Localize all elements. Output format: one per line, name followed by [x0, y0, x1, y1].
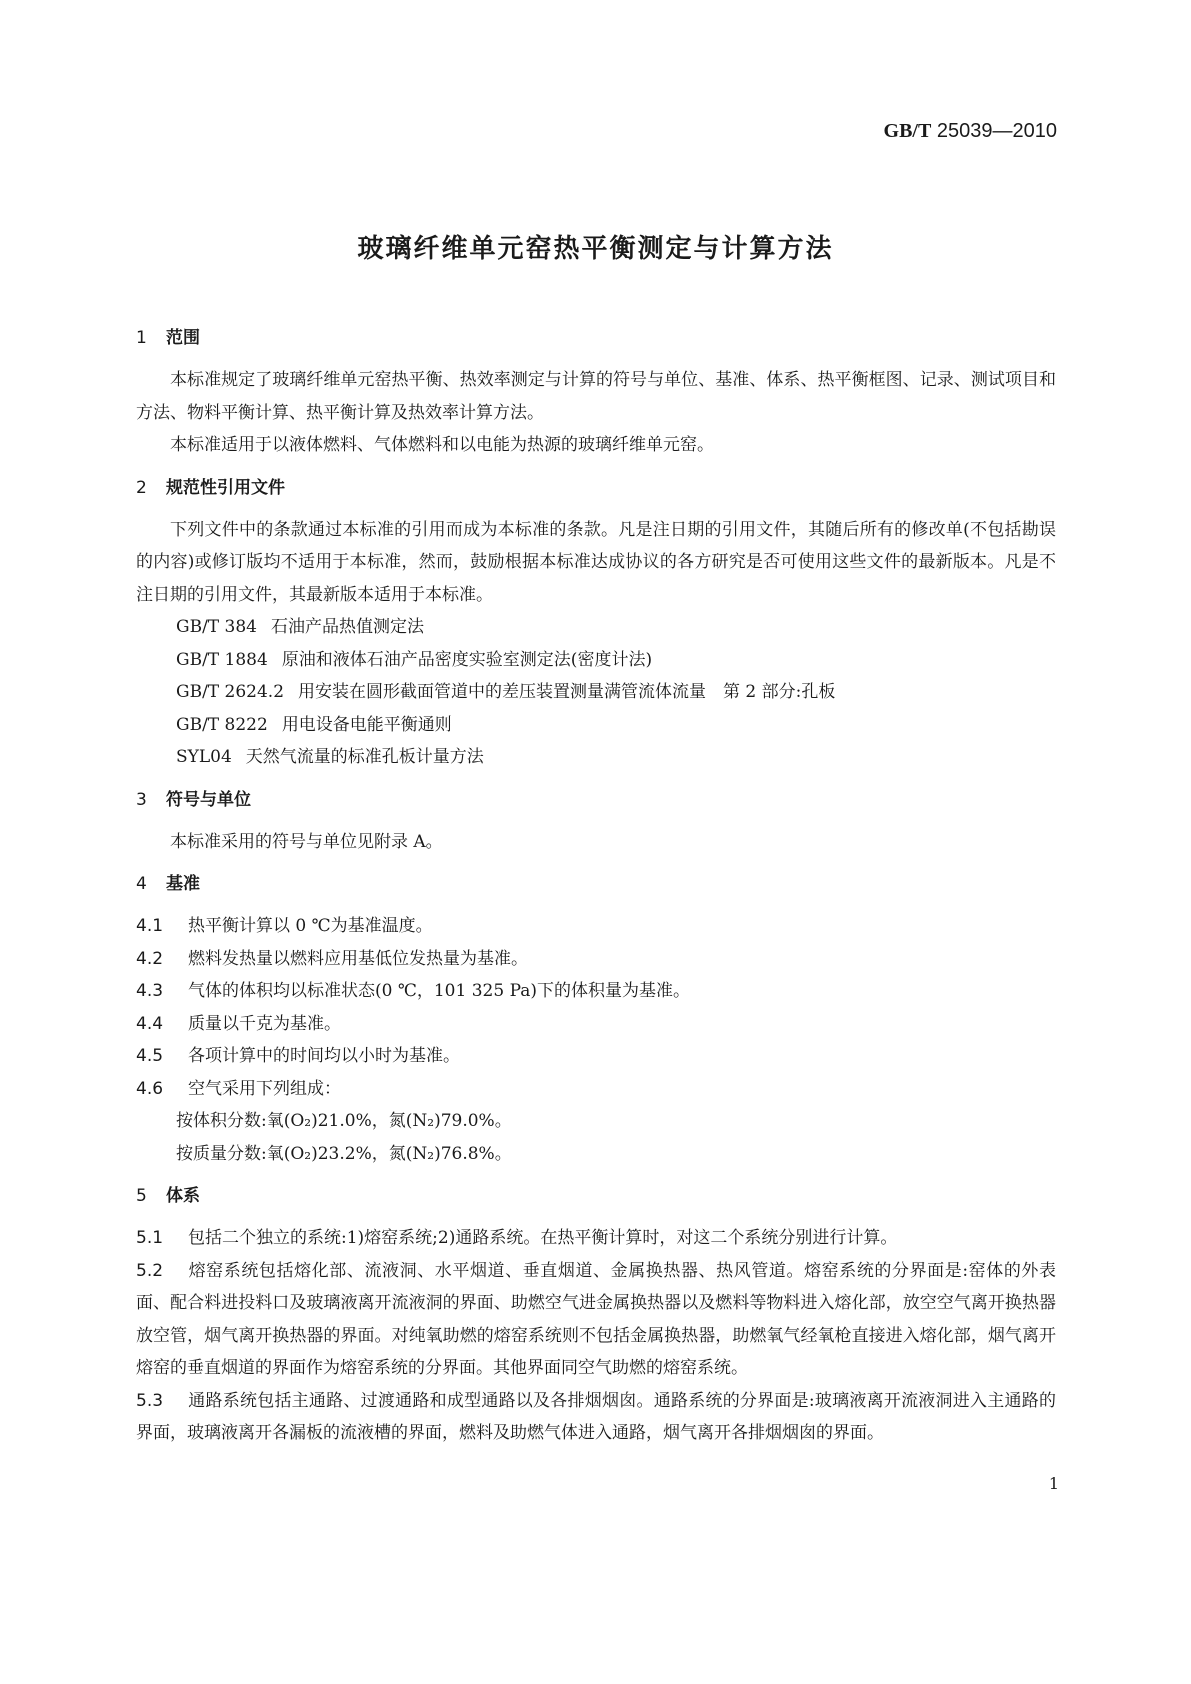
standard-prefix: GB/T	[883, 120, 932, 142]
clause-item: 5.3 通路系统包括主通路、过渡通路和成型通路以及各排烟烟囱。通路系统的分界面是:玻璃液离开流液洞进入主通路的界面，玻璃液离开各漏板的流液槽的界面，燃料及助燃气体进入通路，烟气离开各排烟烟囱的界面。	[136, 1390, 1056, 1443]
reference-item: GB/T 1884 原油和液体石油产品密度实验室测定法(密度计法)	[176, 649, 653, 670]
reference-item: GB/T 2624.2 用安装在圆形截面管道中的差压装置测量满管流体流量 第 2 部分:孔板	[176, 682, 836, 702]
section-3-heading: 3 符号与单位	[136, 789, 251, 810]
reference-item: GB/T 384 石油产品热值测定法	[176, 617, 424, 637]
clause-item: 4.6 空气采用下列组成：	[136, 1078, 341, 1099]
reference-item: SYL04 天然气流量的标准孔板计量方法	[176, 747, 484, 767]
section-1-heading: 1 范围	[136, 328, 200, 348]
air-composition-mass: 按质量分数:氧(O₂)23.2%，氮(N₂)76.8%。	[176, 1143, 512, 1164]
section-3-paragraph: 本标准采用的符号与单位见附录 A。	[170, 831, 443, 852]
standard-number	[884, 120, 1057, 143]
clause-item: 4.1 热平衡计算以 0 ℃为基准温度。	[136, 916, 433, 936]
page-number: 1	[1048, 1474, 1059, 1493]
clause-item: 4.3 气体的体积均以标准状态(0 ℃，101 325 Pa)下的体积量为基准。	[136, 981, 691, 1001]
clause-item: 5.1 包括二个独立的系统:1)熔窑系统;2)通路系统。在热平衡计算时，对这二个系统分别进行计算。	[136, 1228, 898, 1248]
section-1-paragraph-1: 本标准规定了玻璃纤维单元窑热平衡、热效率测定与计算的符号与单位、基准、体系、热平衡框图、记录、测试项目和方法、物料平衡计算、热平衡计算及热效率计算方法。	[136, 370, 1056, 423]
clause-item: 4.4 质量以千克为基准。	[136, 1013, 341, 1034]
section-1-paragraph-2: 本标准适用于以液体燃料、气体燃料和以电能为热源的玻璃纤维单元窑。	[170, 435, 714, 455]
reference-item: GB/T 8222 用电设备电能平衡通则	[176, 714, 452, 735]
section-2-paragraph: 下列文件中的条款通过本标准的引用而成为本标准的条款。凡是注日期的引用文件，其随后所有的修改单(不包括勘误的内容)或修订版均不适用于本标准，然而，鼓励根据本标准达成协议的各方研究是否可使用这些文件的最新版本。凡是不注日期的引用文件，其最新版本适用于本标准。	[136, 519, 1056, 605]
section-4-heading: 4 基准	[136, 874, 200, 894]
section-5-heading: 5 体系	[136, 1186, 200, 1206]
air-composition-volume: 按体积分数:氧(O₂)21.0%，氮(N₂)79.0%。	[176, 1111, 512, 1131]
clause-item: 5.2 熔窑系统包括熔化部、流液洞、水平烟道、垂直烟道、金属换热器、热风管道。熔窑系统的分界面是:窑体的外表面、配合料进投料口及玻璃液离开流液洞的界面、助燃空气进金属换热器以及燃料等物料进入熔化部，放空空气离开换热器放空管，烟气离开换热器的界面。对纯氧助燃的熔窑系统则不包括金属换热器，助燃氧气经氧枪直接进入熔化部，烟气离开熔窑的垂直烟道的界面作为熔窑系统的分界面。其他界面同空气助燃的熔窑系统。	[136, 1260, 1056, 1378]
clause-item: 4.2 燃料发热量以燃料应用基低位发热量为基准。	[136, 948, 528, 969]
document-title: 玻璃纤维单元窑热平衡测定与计算方法	[357, 234, 834, 264]
clause-item: 4.5 各项计算中的时间均以小时为基准。	[136, 1046, 460, 1066]
document-body	[136, 322, 1056, 1450]
standard-code: 25039—2010	[936, 120, 1057, 142]
section-2-heading: 2 规范性引用文件	[136, 477, 285, 498]
